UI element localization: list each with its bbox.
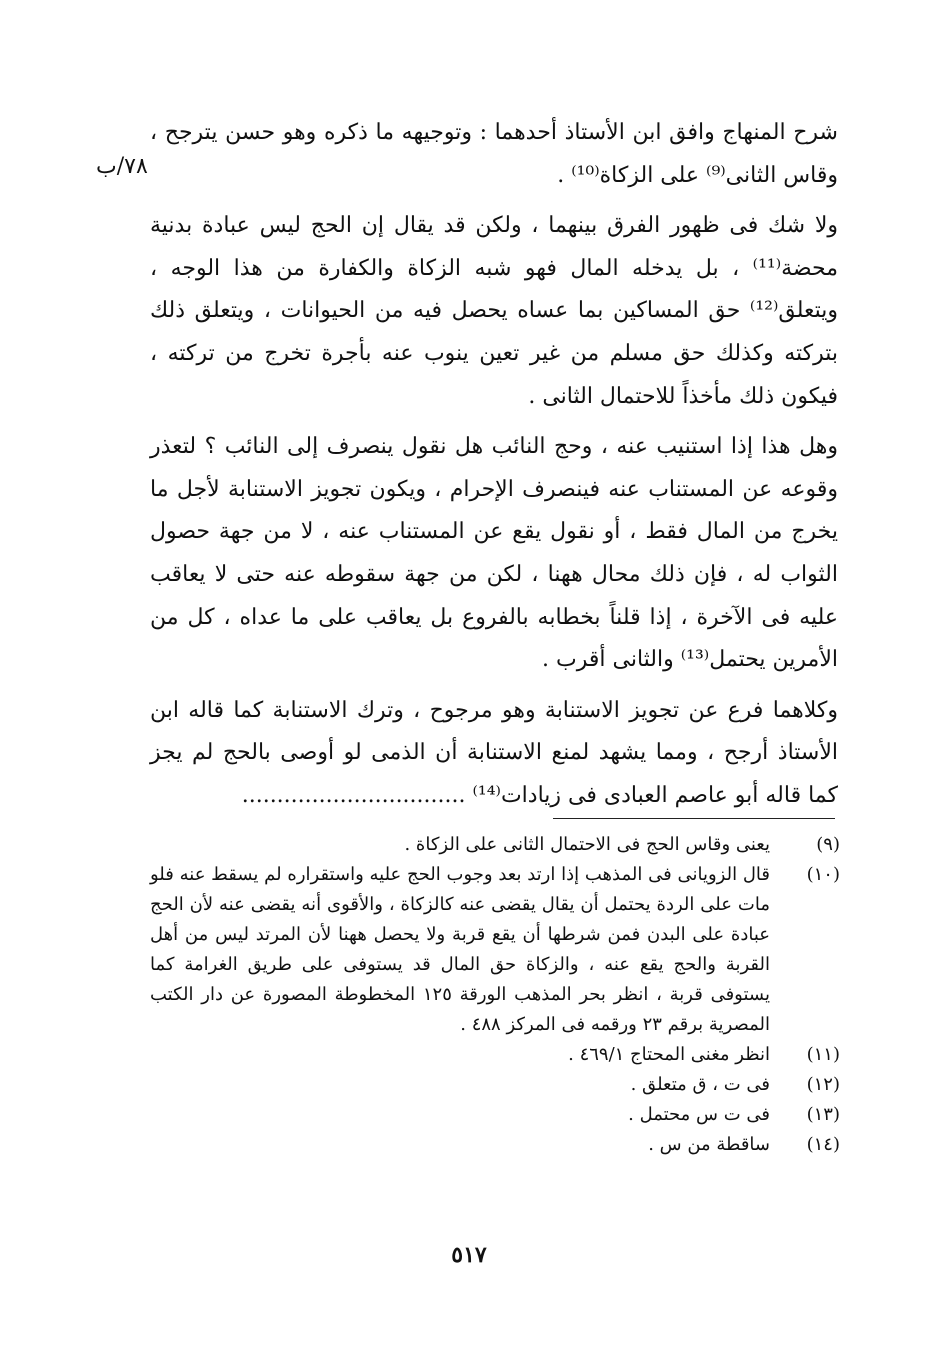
footnote-text: يعنى وقاس الحج فى الاحتمال الثانى على الزكاة . <box>404 834 770 855</box>
footnote-9 <box>150 830 840 860</box>
paragraph-4: وكلاهما فرع عن تجويز الاستنابة وهو مرجوح ، وترك الاستنابة كما قاله ابن الأستاذ أرجح ، ومما يشهد لمنع الاستنابة أن الذمى لو أوصى بالحج لم يجز كما قاله أبو عاصم العبادى فى زيادات⁽¹⁴⁾ ................................ <box>150 697 838 808</box>
folio-margin-note: ٧٨/ب <box>96 154 148 179</box>
footnote-number: (١١) <box>806 1044 840 1065</box>
footnotes <box>150 830 840 1160</box>
footnote-13 <box>150 1100 840 1130</box>
footnote-10 <box>150 860 840 1040</box>
footnote-number: (١٤) <box>806 1134 840 1155</box>
footnote-14 <box>150 1130 840 1160</box>
footnote-11 <box>150 1040 840 1070</box>
footnote-text: انظر مغنى المحتاج ٤٦٩/١ . <box>568 1044 770 1065</box>
paragraph-1: شرح المنهاج وافق ابن الأستاذ أحدهما : وتوجيهه ما ذكره وهو حسن يترجح ، وقاس الثانى⁽⁹⁾ على الزكاة⁽¹⁰⁾ . <box>150 120 838 188</box>
paragraph-2: ولا شك فى ظهور الفرق بينهما ، ولكن قد يقال إن الحج ليس عبادة بدنية محضة⁽¹¹⁾ ، بل يدخله المال فهو شبه الزكاة والكفارة من هذا الوجه ، ويتعلق⁽¹²⁾ حق المساكين بما عساه يحصل فيه من الحيوانات ، ويتعلق ذلك بتركته وكذلك حق مسلم من غير تعين ينوب عنه بأجرة تخرج من تركته ، فيكون ذلك مأخذاً للاحتمال الثانى . <box>150 213 838 409</box>
footnote-number: (٩) <box>816 834 840 855</box>
footnote-12 <box>150 1070 840 1100</box>
footnote-text: قال الزويانى فى المذهب إذا ارتد بعد وجوب الحج عليه واستقراره لم يسقط عنه فلو مات على الردة يحتمل أن يقال يقضى عنه كالزكاة ، والأقوى أنه يقضى عنه لأن الحج عبادة على البدن فمن شرطها أن يقع قربة ولا يحصل ههنا لأن المرتد ليس من أهل القربة والحج يقع عنه ، والزكاة حق المال قد يستوفى على طريق الغرامة كما يستوفى قربة ، انظر بحر المذهب الورقة ١٢٥ المخطوطة المصورة عن دار الكتب المصرية برقم ٢٣ ورقمه فى المركز ٤٨٨ . <box>150 864 770 1035</box>
footnote-number: (١٣) <box>806 1104 840 1125</box>
footnote-text: فى ت س محتمل . <box>628 1104 770 1125</box>
footnote-divider <box>553 818 835 819</box>
footnote-number: (١٠) <box>806 864 840 885</box>
paragraph-3: وهل هذا إذا استنيب عنه ، وحج النائب هل نقول ينصرف إلى النائب ؟ لتعذر وقوعه عن المستناب عنه فينصرف الإحرام ، ويكون تجويز الاستنابة لأجل ما يخرج من المال فقط ، أو نقول يقع عن المستناب عنه ، لا من جهة حصول الثواب له ، فإن ذلك محال ههنا ، لكن من جهة سقوطه عنه حتى لا يعاقب عليه فى الآخرة ، إذا قلناً بخطابه بالفروع بل يعاقب على ما عداه ، كل من الأمرين يحتمل⁽¹³⁾ والثانى أقرب . <box>150 434 838 673</box>
footnote-text: ساقطة من س . <box>648 1134 770 1155</box>
main-text <box>150 112 838 826</box>
footnote-number: (١٢) <box>806 1074 840 1095</box>
page-number: ٥١٧ <box>451 1242 487 1268</box>
footnote-text: فى ت ، ق متعلق . <box>630 1074 770 1095</box>
